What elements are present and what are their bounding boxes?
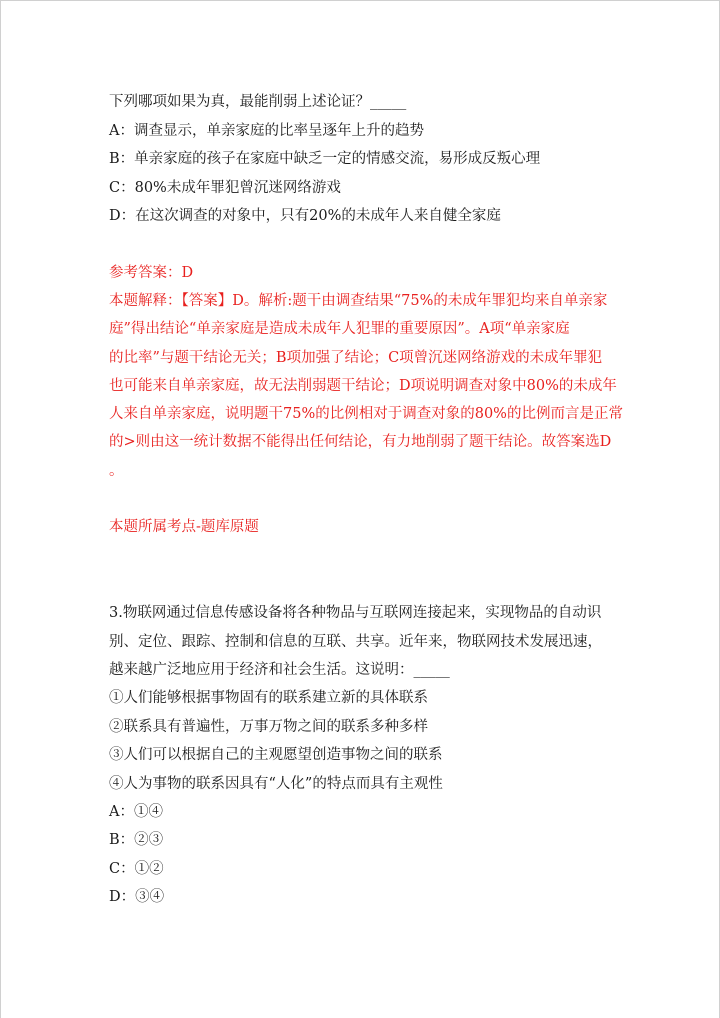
reference-answer: 参考答案：D [109,265,194,281]
explanation-line: 的比率”与题干结论无关；B项加强了结论；C项曾沉迷网络游戏的未成年罪犯 [109,349,603,366]
explanation-line: 庭”得出结论“单亲家庭是造成未成年人犯罪的重要原因”。A项“单亲家庭 [109,321,570,338]
option-b: B：②③ [109,832,164,848]
statement-3: ③人们可以根据自己的主观愿望创造事物之间的联系 [109,747,443,763]
explanation-line: 。 [109,462,124,479]
option-a: A：①④ [109,804,163,820]
explanation-line: 人来自单亲家庭，说明题干75%的比例相对于调查对象的80%的比例而言是正常 [109,406,623,423]
question-stem: 下列哪项如果为真，最能削弱上述论证？_____ [109,94,407,110]
statement-2: ②联系具有普遍性，万事万物之间的联系多种多样 [109,719,428,735]
statement-4: ④人为事物的联系因具有“人化”的特点而具有主观性 [109,776,443,792]
statement-1: ①人们能够根据事物固有的联系建立新的具体联系 [109,690,428,706]
explanation-line: 也可能来自单亲家庭，故无法削弱题干结论；D项说明调查对象中80%的未成年 [109,377,617,394]
explanation-line: 本题解释：【答案】D。解析:题干由调查结果“75%的未成年罪犯均来自单亲家 [109,293,608,309]
option-a: A：调查显示，单亲家庭的比率呈逐年上升的趋势 [109,123,424,139]
option-d: D：③④ [109,889,165,905]
explanation-line: 的>则由这一统计数据不能得出任何结论，有力地削弱了题干结论。故答案选D [109,434,612,451]
option-c: C：①② [109,861,164,877]
option-d: D：在这次调查的对象中，只有20%的未成年人来自健全家庭 [109,208,501,224]
question-stem-line: 越来越广泛地应用于经济和社会生活。这说明：_____ [109,662,450,678]
option-b: B：单亲家庭的孩子在家庭中缺乏一定的情感交流，易形成反叛心理 [109,151,541,167]
answer-explanation [109,287,623,485]
topic-label: 本题所属考点-题库原题 [109,519,259,535]
question-stem-line: 3.物联网通过信息传感设备将各种物品与互联网连接起来，实现物品的自动识 [109,605,602,621]
option-c: C：80%未成年罪犯曾沉迷网络游戏 [109,180,341,196]
question-stem-line: 别、定位、跟踪、控制和信息的互联、共享。近年来，物联网技术发展迅速， [109,634,602,650]
